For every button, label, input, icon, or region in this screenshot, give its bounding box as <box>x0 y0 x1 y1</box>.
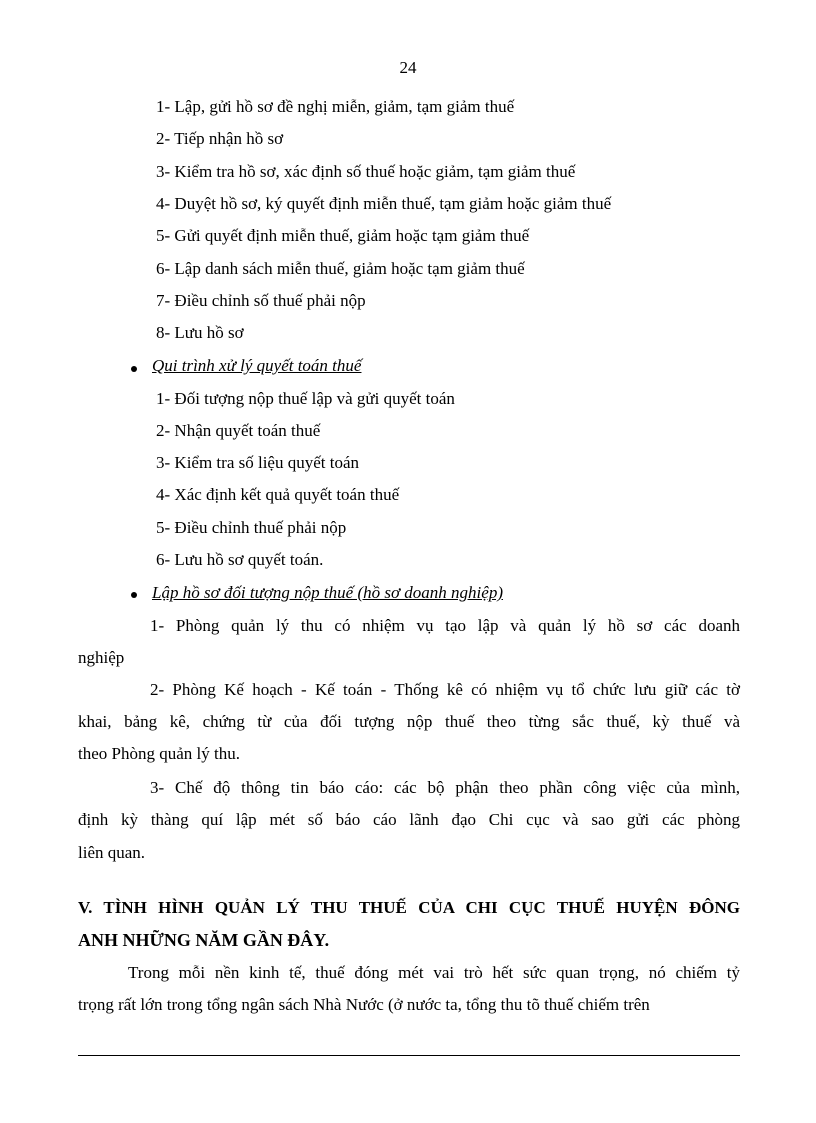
paragraph-line: liên quan. <box>78 843 146 862</box>
bullet-icon <box>131 592 137 598</box>
list-item: 3- Kiểm tra hồ sơ, xác định số thuế hoặc giảm, tạm giảm thuế <box>156 162 576 181</box>
list-item: 5- Điều chỉnh thuế phải nộp <box>156 518 347 537</box>
paragraph-line: 1- Phòng quản lý thu có nhiệm vụ tạo lập và quản lý hồ sơ các doanh <box>150 616 740 635</box>
list-item: 1- Lập, gửi hồ sơ đề nghị miễn, giảm, tạm giảm thuế <box>156 97 515 116</box>
paragraph-line: định kỳ thàng quí lập mét số báo cáo lãnh đạo Chi cục và sao gửi các phòng <box>78 810 740 829</box>
list-item: 6- Lập danh sách miễn thuế, giảm hoặc tạm giảm thuế <box>156 259 525 278</box>
paragraph-line: khai, bảng kê, chứng từ của đối tượng nộp thuế theo từng sắc thuế, kỳ thuế và <box>78 712 740 731</box>
section-subheading: Lập hồ sơ đối tượng nộp thuế (hồ sơ doanh nghiệp) <box>152 583 503 602</box>
list-item: 2- Tiếp nhận hồ sơ <box>156 129 284 148</box>
list-item: 4- Xác định kết quả quyết toán thuế <box>156 485 400 504</box>
list-item: 1- Đối tượng nộp thuế lập và gửi quyết toán <box>156 389 455 408</box>
list-item: 2- Nhận quyết toán thuế <box>156 421 321 440</box>
paragraph-line: nghiệp <box>78 648 125 667</box>
paragraph-line: Trong mỗi nền kinh tế, thuế đóng mét vai trò hết sức quan trọng, nó chiếm tỷ <box>128 963 740 982</box>
bullet-icon <box>131 366 137 372</box>
list-item: 7- Điều chỉnh số thuế phải nộp <box>156 291 366 310</box>
section-heading: V. TÌNH HÌNH QUẢN LÝ THU THUẾ CỦA CHI CỤC THUẾ HUYỆN ĐÔNG <box>78 898 740 917</box>
list-item: 5- Gửi quyết định miễn thuế, giảm hoặc tạm giảm thuế <box>156 226 530 245</box>
list-item: 4- Duyệt hồ sơ, ký quyết định miễn thuế, tạm giảm hoặc giảm thuế <box>156 194 612 213</box>
footer-divider <box>78 1055 740 1056</box>
paragraph-line: 2- Phòng Kế hoạch - Kế toán - Thống kê có nhiệm vụ tổ chức lưu giữ các tờ <box>150 680 740 699</box>
list-item: 8- Lưu hồ sơ <box>156 323 244 342</box>
paragraph-line: theo Phòng quản lý thu. <box>78 744 240 763</box>
paragraph-line: 3- Chế độ thông tin báo cáo: các bộ phận theo phần công việc của mình, <box>150 778 740 797</box>
list-item: 6- Lưu hồ sơ quyết toán. <box>156 550 324 569</box>
section-heading: ANH NHỮNG NĂM GẦN ĐÂY. <box>78 930 330 950</box>
page-number: 24 <box>399 58 417 77</box>
paragraph-line: trọng rất lớn trong tổng ngân sách Nhà Nước (ở nước ta, tổng thu tõ thuế chiếm trên <box>78 995 650 1014</box>
list-item: 3- Kiểm tra số liệu quyết toán <box>156 453 360 472</box>
section-subheading: Qui trình xử lý quyết toán thuế <box>152 356 362 375</box>
